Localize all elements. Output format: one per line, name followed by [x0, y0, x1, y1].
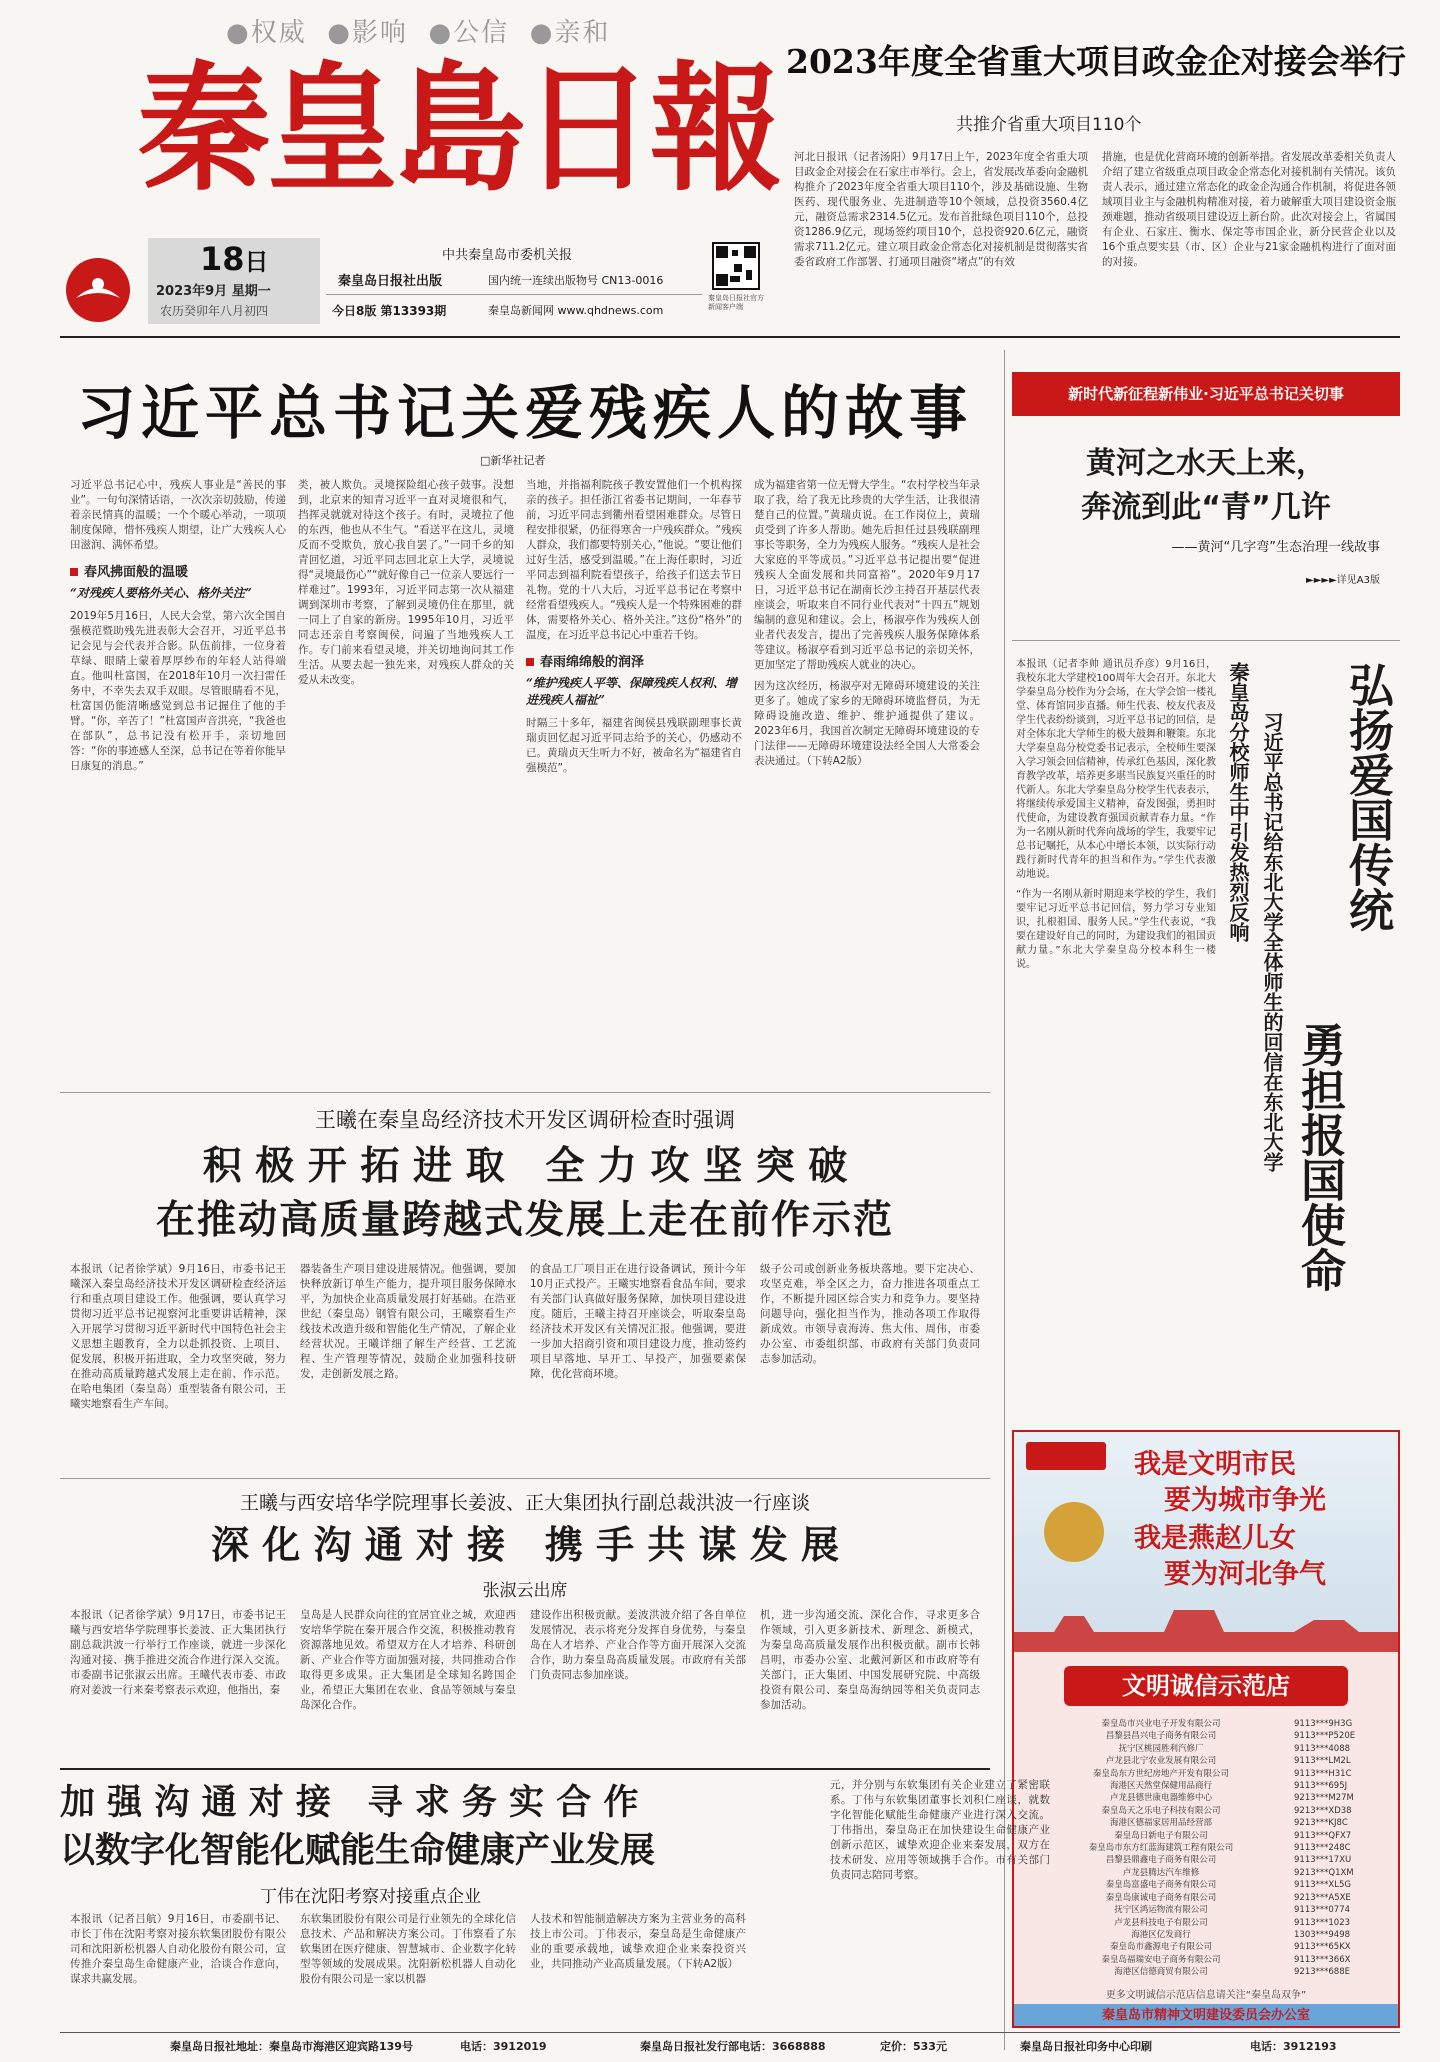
ad-line-2: 要为城市争光 [1164, 1485, 1326, 1516]
story2-title-1[interactable]: 积 极 开 拓 进 取 全 力 攻 坚 突 破 [202, 1144, 848, 1189]
top-story-title[interactable]: 2023年度全省重大项目政金企对接会举行 [786, 42, 1406, 81]
column-banner: 新时代新征程新伟业·习近平总书记关切事 [1012, 372, 1400, 416]
ad-list-row [1028, 1867, 1384, 1879]
ad-list-row [1028, 1892, 1384, 1904]
footer-print-tel: 电话：3912193 [1250, 2040, 1337, 2053]
footer-address: 秦皇岛日报社地址：秦皇岛市海港区迎宾路139号 [170, 2040, 413, 2053]
ad-store-name: 卢龙县科技电子有限公司 [1114, 1917, 1208, 1928]
sponsor: 中共秦皇岛市委机关报 [442, 248, 573, 263]
ad-store-name: 卢龙县德世康电器维修中心 [1109, 1793, 1212, 1804]
ad-store-code: 9113***1023 [1294, 1917, 1351, 1928]
ad-store-code: 9113***65KX [1294, 1942, 1351, 1953]
ad-store-code: 9113***H31C [1294, 1768, 1352, 1779]
ad-list-row [1028, 1743, 1384, 1755]
ad-store-name: 秦皇岛康诚电子商务有限公司 [1105, 1892, 1217, 1903]
ad-list-row [1028, 1730, 1384, 1742]
ad-seal-icon [1044, 1502, 1104, 1562]
ad-list-row [1028, 1966, 1384, 1978]
story2-col3: 的食品工厂项目正在进行设备调试，预计今年10月正式投产。王曦实地察看食品车间，要求有关部门认真做好服务保障，加快项目建设进度。随后，王曦主持召开座谈会，听取秦皇岛经济技术开发区有关情况汇报。他强调，要进一步加大招商引资和项目建设力度，推动签约项目早落地、早开工、早投产，加强要素保障，优化营商环境。 [530, 1263, 746, 1380]
ad-store-name: 秦皇岛日新电子有限公司 [1114, 1830, 1208, 1841]
story3-col1: 本报讯（记者徐学斌）9月17日，市委书记王曦与西安培华学院理事长姜波、正大集团执行副总裁洪波一行举行工作座谈，就进一步深化沟通对接、携手推进交流合作进行深入交流。市委副书记张淑云出席。王曦代表市委、市政府对姜波一行来秦考察表示欢迎，他指出，秦 [70, 1609, 286, 1696]
ad-list-row [1028, 1805, 1384, 1817]
story4-title-1[interactable]: 加 强 沟 通 对 接 寻 求 务 实 合 作 [60, 1783, 639, 1823]
ad-store-name: 卢龙县北宁农业发展有限公司 [1105, 1756, 1217, 1767]
info-box [326, 238, 702, 324]
story2-kicker: 王曦在秦皇岛经济技术开发区调研检查时强调 [315, 1108, 735, 1132]
slogan-item: ●亲和 [529, 18, 611, 48]
lead-story [60, 350, 990, 1080]
slogan-bar [226, 12, 610, 49]
ad-line-3: 我是燕赵儿女 [1134, 1523, 1296, 1554]
ad-store-code: 9113***P520E [1294, 1731, 1356, 1742]
ad-store-code: 9213***A5XE [1294, 1892, 1351, 1903]
ad-store-code: 9113***695J [1294, 1781, 1348, 1792]
ad-store-name: 秦皇岛东方世纪房地产开发有限公司 [1092, 1768, 1229, 1779]
website-link[interactable]: 秦皇岛新闻网 www.qhdnews.com [488, 304, 664, 317]
story3-col4: 机，进一步沟通交流、深化合作，寻求更多合作领域，引入更多新技术、新理念、新模式，为秦皇岛高质量发展作出积极贡献。副市长韩昌明，市委办公室、北戴河新区和市政府等有关部门，正大集团、中国发展研究院、中高级投资有限公司、秦皇岛海纳园等相关负责同志参加活动。 [760, 1609, 980, 1711]
slogan-item: ●权威 [226, 18, 307, 48]
ad-footer-note: 更多文明诚信示范店信息请关注“秦皇岛双争” [1105, 1990, 1307, 2001]
ad-store-name: 秦皇岛市东方红蓝海建筑工程有限公司 [1088, 1843, 1234, 1854]
story3-kicker: 王曦与西安培华学院理事长姜波、正大集团执行副总裁洪波一行座谈 [239, 1492, 810, 1514]
story4-col4: 元，并分别与东软集团有关企业建立了紧密联系。丁伟与东软集团董事长刘积仁座谈，就数字化智能化赋能生命健康产业进行深入交流。丁伟指出，秦皇岛正在加快建设生命健康产业创新示范区，诚挚欢迎企业来秦发展，双方在技术研发、应用等领域携手合作。市有关部门负责同志陪同考察。 [830, 1779, 1050, 1881]
ad-store-name: 昌黎县鼎鑫电子商务有限公司 [1105, 1855, 1217, 1866]
ad-list-row [1028, 1929, 1384, 1941]
sidebar-big-title-2[interactable]: 勇担报国使命 [1293, 1022, 1346, 1292]
ad-store-code: 9113***0774 [1294, 1905, 1351, 1916]
slogan-item: ●公信 [428, 18, 510, 48]
ad-store-name: 秦皇岛市鑫源电子有限公司 [1109, 1942, 1212, 1953]
ad-list-row [1028, 1755, 1384, 1767]
sidebar-big-title-1[interactable]: 弘扬爱国传统 [1341, 662, 1394, 932]
ad-store-code: 9213***KJ8C [1294, 1818, 1348, 1829]
top-story [786, 40, 1406, 330]
ad-list-row [1028, 1854, 1384, 1866]
top-story-col1: 河北日报讯（记者汤阳）9月17日上午，2023年度全省重大项目政金企对接会在石家庄市举行。会上，省发展改革委向金融机构推介了2023年度全省重大项目110个，涉及基础设施、生物医药、现代服务业、先进制造等10个领域，总投资3560.4亿元，融资总需求2314.5亿元。发布首批绿色项目110个，总投资1286.9亿元，现场签约项目10个，总投资920.6亿元，融资需求711.2亿元。建立项目政金企常态化对接机制是贯彻落实省委省政府工作部署、打通项目融资“堵点”的有效 [794, 151, 1088, 268]
story-4 [60, 1776, 1050, 2028]
lead-quote-1: “对残疾人要格外关心、格外关注” [70, 586, 252, 600]
story3-byline: 张淑云出席 [482, 1581, 568, 1601]
slogan-item: ●影响 [327, 18, 408, 48]
ad-store-code: 9113***QFX7 [1294, 1830, 1352, 1841]
ad-list-row [1028, 1941, 1384, 1953]
ad-scroll-icon [1026, 1442, 1106, 1470]
lead-title[interactable]: 习近平总书记关爱残疾人的故事 [76, 379, 973, 447]
cn-code: 国内统一连续出版物号 CN13-0016 [488, 274, 664, 287]
ad-store-name: 海港区天然堂保健用品商行 [1109, 1781, 1212, 1792]
civic-ad [1012, 1430, 1400, 2028]
ad-store-code: 9113***LM2L [1294, 1756, 1351, 1767]
lead-quote-2: “维护残疾人平等、保障残疾人权利、增进残疾人福祉” [526, 676, 737, 707]
date-box [148, 238, 320, 324]
ad-list-row [1028, 1954, 1384, 1966]
story3-col2: 皇岛是人民群众向往的宜居宜业之城，欢迎西安培华学院在秦开展合作交流，积极推动教育资源落地见效。希望双方在人才培养、科研创新、产业合作等方面加强对接，共同推动合作取得更多成果。正大集团是全球知名跨国企业，希望正大集团在农业、食品等领域与秦皇岛深化合作。 [300, 1609, 516, 1711]
ad-badge: 文明诚信示范店 [1064, 1666, 1348, 1706]
footer-dist: 秦皇岛日报社发行部电话：3668888 [640, 2040, 826, 2053]
newspaper-logo: 秦皇島日報 [138, 48, 778, 211]
ad-store-code: 9113***XL5G [1294, 1880, 1351, 1891]
story-3 [60, 1486, 990, 1766]
ad-store-code: 9113***366X [1294, 1954, 1351, 1965]
sidebar-feature-top [1012, 372, 1400, 622]
sidebar-ref[interactable]: ►►►►详见A3版 [1306, 575, 1380, 586]
story4-col3: 人技术和智能制造解决方案为主营业务的高科技上市公司。丁伟表示，秦皇岛是生命健康产业的重要承载地，诚挚欢迎企业来秦投资兴业，共同推动产业高质量发展。（下转A2版） [530, 1913, 746, 1970]
ad-store-name: 抚宁区桃园胜利汽修厂 [1118, 1743, 1204, 1754]
ad-list-rows [1028, 1718, 1384, 1979]
ad-list-row [1028, 1842, 1384, 1854]
ad-store-code: 9213***688E [1294, 1967, 1350, 1978]
sidebar-title-2[interactable]: 奔流到此“青”几许 [1081, 490, 1331, 525]
ad-list-row [1028, 1718, 1384, 1730]
story2-col2: 器装备生产项目建设进展情况。他强调，要加快释放新订单生产能力，提升项目服务保障水平，为加快企业高质量发展打好基础。在浩亚世纪（秦皇岛）钢管有限公司，王曦察看生产线技术改造升级和智能化生产情况，了解企业经营状况。王曦详细了解生产经营、工艺流程、生产管理等情况，鼓励企业加强科技研发，走创新发展之路。 [300, 1263, 516, 1380]
ad-store-name: 秦皇岛市兴业电子开发有限公司 [1101, 1719, 1221, 1729]
page-footer [60, 2038, 1400, 2056]
sidebar-title-1[interactable]: 黄河之水天上来， [1086, 446, 1326, 481]
ad-list-row [1028, 1879, 1384, 1891]
story3-title[interactable]: 深 化 沟 通 对 接 携 手 共 谋 发 展 [211, 1523, 839, 1567]
ad-store-name: 秦皇岛福瑞安电子商务有限公司 [1101, 1954, 1221, 1965]
ad-line-1: 我是文明市民 [1134, 1449, 1296, 1480]
story2-col4: 级子公司或创新业务板块落地。要下定决心、攻坚克难，举全区之力，奋力推进各项重点工作，不断提升园区综合实力和竞争力。要坚持问题导向，强化担当作为，推动各项工作取得新成效。市领导袁海涛、焦大伟、周伟，市委办公室、市委组织部、市政府有关部门负责同志参加活动。 [760, 1263, 980, 1365]
day-number: 18日 [200, 240, 269, 278]
qr-caption: 秦皇岛日报社官方新闻客户端 [708, 294, 764, 311]
story4-col1: 本报讯（记者吕航）9月16日，市委副书记、市长丁伟在沈阳考察对接东软集团股份有限公司和沈阳新松机器人自动化股份有限公司，宣传推介秦皇岛生命健康产业，洽谈合作意向，谋求共赢发展。 [70, 1913, 286, 1985]
ad-list-row [1028, 1792, 1384, 1804]
sidebar-subtitle: ——黄河“几字弯”生态治理一线故事 [1171, 540, 1380, 555]
ad-footer: 秦皇岛市精神文明建设委员会办公室 [1014, 2004, 1398, 2028]
lead-col3: 当地，并指福利院孩子教安置他们一个机构探亲的孩子。担任浙江省委书记期间，一年春节前，习近平同志到衢州看望困难群众。尽管日程安排很紧，仍征得寒舍一户残疾群众。“残疾人群众，我们都要特别关心，”他说。“要让他们过好生活，感受到温暖。”在上海任职时，习近平同志到福利院看望孩子，给孩子们送去节日礼物。党的十八大后，习近平总书记在考察中经常看望残疾人。“残疾人是一个特殊困难的群体，需要格外关心、格外关注。”这份“格外”的温度，在习近平总书记心中重若千钧。 春雨绵绵般的润泽 “维护残疾人平等、保障残疾人权利、增进残疾人福祉” 时隔三十多年，福建省闽侯县残联副理事长黄瑞贞回忆起习近平同志给予的关心，仍感动不已。黄瑞贞天生听力不好，被命名为“福建省自强模范”。 [526, 479, 742, 774]
sidebar-feature-body: 本报讯（记者李帅 通讯员乔彦）9月16日，我校东北大学建校100周年大会召开。东北大学秦皇岛分校作为分会场，在大学会馆一楼礼堂、体育馆同步直播。师生代表、校友代表及学生代表纷纷谈到，习近平总书记的回信，是对全体东北大学师生的极大鼓舞和鞭策。东北大学秦皇岛分校党委书记表示，全校师生要深入学习领会回信精神，传承红色基因，深化教育教学改革，培养更多堪当民族复兴重任的时代新人。东北大学秦皇岛分校学生代表表示，将继续传承爱国主义精神，奋发图强，勇担时代使命，为建设教育强国贡献青春力量。“作为一名刚从新时代奔向战场的学生，我要牢记总书记嘱托，从本心中增长本领，以实际行动践行新时代青年的担当和作为。”学生代表激动地说。 “作为一名刚从新时期迎来学校的学生，我们要牢记习近平总书记回信，努力学习专业知识，扎根祖国、服务人民。”学生代表说，“我要在建设好自己的同时，为建设我们的祖国贡献力量。”东北大学秦皇岛分校本科生一楼说。 [1016, 659, 1216, 970]
ad-list-row [1028, 1768, 1384, 1780]
ad-store-code: 9113***17XU [1294, 1855, 1352, 1866]
footer-price: 定价：533元 [880, 2040, 947, 2053]
edition: 今日8版 第13393期 [332, 304, 447, 318]
ad-store-name: 卢龙县腾达汽车维修 [1122, 1867, 1200, 1878]
ad-list [1028, 1718, 1384, 1979]
ad-store-name: 抚宁区鸿运物流有限公司 [1114, 1905, 1208, 1916]
lead-subhead-1: 春风拂面般的温暖 [70, 561, 286, 580]
ad-store-name: 秦皇岛富盛电子商务有限公司 [1105, 1880, 1217, 1891]
ad-list-row [1028, 1917, 1384, 1929]
story-2 [60, 1100, 990, 1480]
sidebar-feature [1012, 652, 1400, 1412]
ad-store-name: 秦皇岛天之乐电子科技有限公司 [1101, 1805, 1221, 1816]
lead-col2: 类，被人欺负。灵境探险组心孩子鼓事。没想到，北京来的知青习近平一直对灵境很和气，挡挥灵就就对待这个孩子。有时，灵境拉了他的东西，他也从不生气。“看送平在这儿，灵境反而不受欺负，放心我自罢了。”一同千乡的知青回忆道，习近平同志回北京上大学，灵境说得“灵境最伤心”“就好像自己一位亲人要远行一样难过”。1993年，习近平同志第一次从福建调到深圳市考察，了解到灵境仍住在那里，就一同上了自家的新房。1995年10月，习近平同志还亲自考察闽侯，问遍了当地残疾人工作。专门前来看望灵境，并关切地询问其工作生活。从要去起一独先来，对残疾人群众的关爱从未改变。 [298, 479, 514, 686]
story4-title-2[interactable]: 以数字化智能化赋能生命健康产业发展 [60, 1831, 656, 1871]
sidebar-sub-2: 秦皇岛分校师生中引发热烈反响 [1226, 662, 1250, 942]
ad-store-code: 9113***4088 [1294, 1743, 1351, 1754]
ad-list-row [1028, 1817, 1384, 1829]
ad-list-row [1028, 1904, 1384, 1916]
story4-byline: 丁伟在沈阳考察对接重点企业 [260, 1887, 481, 1907]
lead-col1: 习近平总书记心中，残疾人事业是“善民的事业”。一句句深情话语，一次次亲切鼓励，传递着亲民情真的温暖；一个个暖心举动，一项项制度保障，惜怀残疾人期望，让广大残疾人心田滋润、满怀希望。 春风拂面般的温暖 “对残疾人要格外关心、格外关注” 2019年5月16日，人民大会堂，第六次全国自强模范暨助残先进表彰大会召开，习近平总书记会见与会代表并合影。队伍前排，一位身着草绿、眼睛上蒙着厚厚纱布的年轻人站得端直。他叫杜富国，在2018年10月一次扫雷任务中，不幸失去双手双眼。尽管眼睛看不见，杜富国仍能清晰感觉到总书记握住了他的手臂。“你，辛苦了！”杜富国声音洪亮，“我爸也在部队”，总书记没有松开手，亲切地回答：“你的事迹感人至深，总书记在等着你能早日康复的消息。” [70, 479, 286, 772]
ad-store-name: 海港区亿发商行 [1131, 1929, 1191, 1940]
ad-store-code: 1303***9498 [1294, 1929, 1351, 1940]
lunar-date: 农历癸卯年八月初四 [160, 304, 269, 318]
ad-store-name: 昌黎县昌兴电子商务有限公司 [1105, 1731, 1217, 1742]
lead-source: □新华社记者 [480, 454, 546, 467]
ad-store-code: 9213***Q1XM [1294, 1867, 1354, 1878]
ad-store-code: 9113***248C [1294, 1843, 1351, 1854]
story2-title-2[interactable]: 在推动高质量跨越式发展上走在前作示范 [155, 1198, 894, 1243]
footer-tel: 电话：3912019 [460, 2040, 547, 2053]
ad-store-name: 海港区德福家居用品经营部 [1109, 1818, 1212, 1829]
ad-store-code: 9213***M27M [1294, 1793, 1354, 1804]
top-story-subtitle: 共推介省重大项目110个 [956, 115, 1142, 135]
ad-list-row [1028, 1780, 1384, 1792]
ad-store-code: 9113***9H3G [1294, 1719, 1353, 1729]
lead-col4: 成为福建省第一位无臂大学生。“农村学校当年录取了我，给了我无比珍贵的大学生活，让我很清楚自己的位置。”黄瑞贞说。在工作岗位上，黄瑞贞受到了许多人帮助。她先后担任过县残联副理事长等职务，全力为残疾人服务。“残疾人是社会大家庭的平等成员。”习近平总书记提出要“促进残疾人全面发展和共同富裕”。2020年9月17日，习近平总书记在湖南长沙主持召开基层代表座谈会，听取来自不同行业代表对“十四五”规划编制的意见和建议。会上，杨淑亭作为残疾人创业者代表发言，提出了完善残疾人服务保障体系等建议。杨淑亭看到习近平总书记的亲切关怀，更加坚定了帮助残疾人就业的决心。 因为这次经历，杨淑亭对无障碍环境建设的关注更多了。她成了家乡的无障碍环境监督员，为无障碍设施改造、维护、维护通提供了建议。2023年6月，我国首次制定无障碍环境建设的专门法律——无障碍环境建设法经全国人大常委会表决通过。（下转A2版） [754, 479, 980, 767]
date-line: 2023年9月 星期一 [156, 284, 271, 299]
qr-code [712, 242, 760, 290]
story2-col1: 本报讯（记者徐学斌）9月16日，市委书记王曦深入秦皇岛经济技术开发区调研检查经济运行和重点项目建设工作。他强调，要认真学习贯彻习近平总书记视察河北重要讲话精神，深入开展学习贯彻习近平新时代中国特色社会主义思想主题教育，全力以赴抓投资、上项目、促发展，积极开拓进取，全力攻坚突破，努力在推动高质量跨越式发展上走在前、作示范。在哈电集团（秦皇岛）重型装备有限公司，王曦实地察看生产车间。 [70, 1263, 286, 1410]
lead-subhead-2: 春雨绵绵般的润泽 [526, 651, 742, 670]
ad-skyline-icon [1014, 1602, 1398, 1652]
emblem-icon [66, 258, 130, 322]
footer-print: 秦皇岛日报社印务中心印刷 [1020, 2040, 1152, 2053]
publisher: 秦皇岛日报社出版 [338, 274, 443, 289]
ad-store-name: 海港区信德商贸有限公司 [1114, 1967, 1208, 1978]
ad-store-code: 9213***XD38 [1294, 1805, 1352, 1816]
story4-col2: 东软集团股份有限公司是行业领先的全球化信息技术、产品和解决方案公司。丁伟察看了东软集团在医疗健康、智慧城市、企业数字化转型等领域的发展成果。沈阳新松机器人自动化股份有限公司是一家以机器 [300, 1913, 516, 1985]
sidebar-sub-1: 习近平总书记给东北大学全体师生的回信在东北大学 [1260, 712, 1284, 1172]
story3-col3: 建设作出积极贡献。姜波洪波介绍了各自单位发展情况，表示将充分发挥自身优势，与秦皇岛在人才培养、产业合作等方面开展深入交流合作，助力秦皇岛高质量发展。市政府有关部门负责同志参加座谈。 [530, 1609, 746, 1681]
ad-line-4: 要为河北争气 [1164, 1559, 1326, 1590]
ad-list-row [1028, 1830, 1384, 1842]
top-story-col2: 措施，也是优化营商环境的创新举措。省发展改革委相关负责人介绍了建立省级重点项目政金企常态化对接机制有关情况。该负责人表示，通过建立常态化的政金企沟通合作机制，将促进各领域项目业主与金融机构精准对接，着力破解重大项目建设资金瓶颈难题，推动省级项目建设迈上新台阶。此次对接会上，省属国有企业、石家庄、衡水、保定等市国企业，新分民营企业以及16个重点要实县（市、区）企业与21家金融机构进行了面对面的对接。 [1102, 151, 1396, 268]
